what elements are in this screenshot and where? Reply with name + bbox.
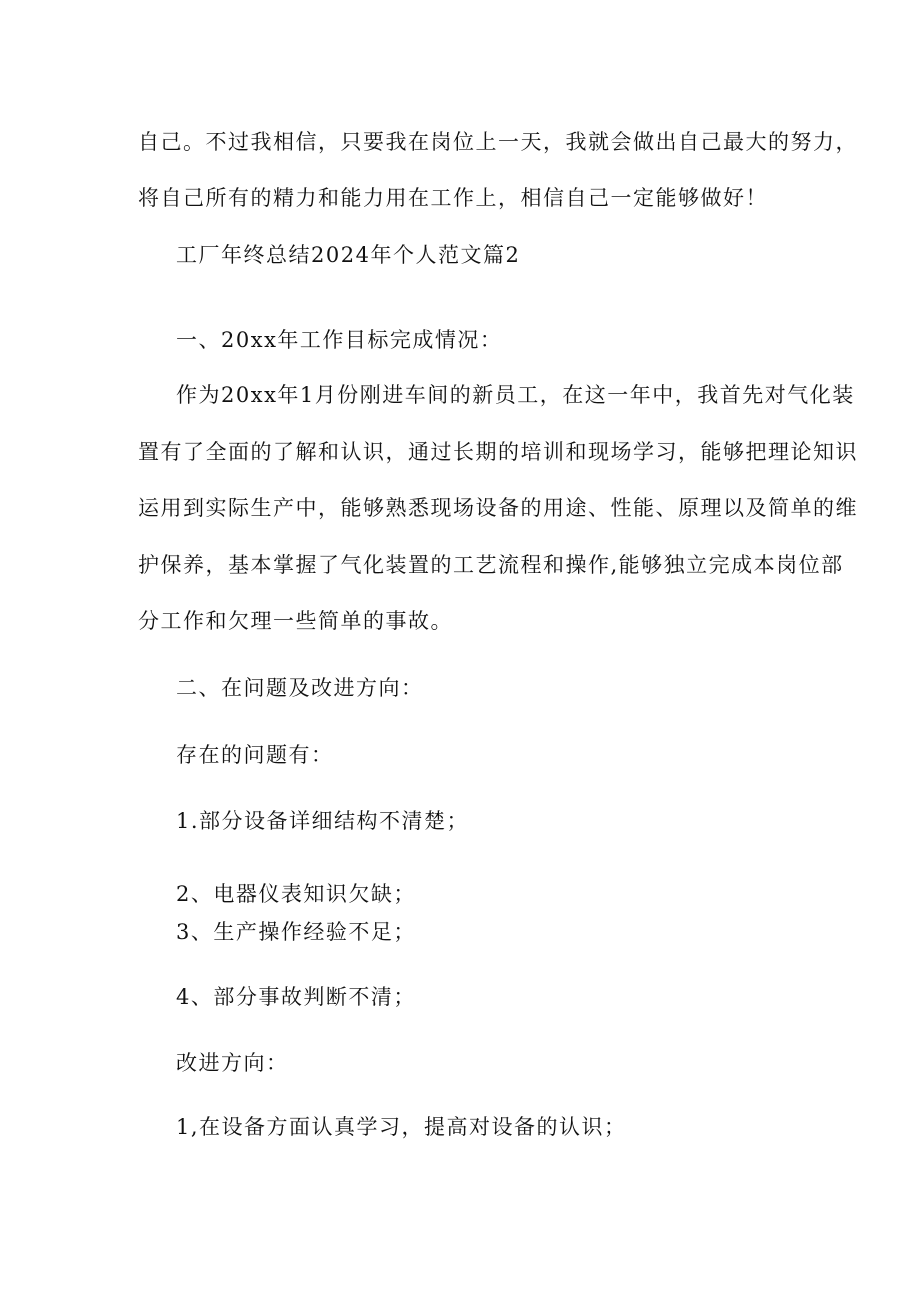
paragraph-line: 运用到实际生产中，能够熟悉现场设备的用途、性能、原理以及简单的维 xyxy=(138,496,858,520)
list-item: 1,在设备方面认真学习，提高对设备的认识； xyxy=(176,1115,627,1139)
paragraph-line: 置有了全面的了解和认识，通过长期的培训和现场学习，能够把理论知识 xyxy=(138,440,858,464)
heading-goals: 一、20xx年工作目标完成情况： xyxy=(176,328,503,352)
problems-label: 存在的问题有： xyxy=(176,743,334,767)
list-item: 2、电器仪表知识欠缺； xyxy=(176,882,416,906)
paragraph-line: 自己。不过我相信，只要我在岗位上一天，我就会做出自己最大的努力， xyxy=(138,130,858,154)
section-title: 工厂年终总结2024年个人范文篇2 xyxy=(176,243,521,267)
paragraph-line: 将自己所有的精力和能力用在工作上，相信自己一定能够做好！ xyxy=(138,186,768,210)
list-item: 3、生产操作经验不足； xyxy=(176,920,416,944)
paragraph-line: 作为20xx年1月份刚进车间的新员工，在这一年中，我首先对气化装 xyxy=(176,383,855,407)
paragraph-line: 分工作和欠理一些简单的事故。 xyxy=(138,609,453,633)
heading-problems: 二、在问题及改进方向： xyxy=(176,676,424,700)
improvement-label: 改进方向： xyxy=(176,1051,289,1075)
list-item: 1.部分设备详细结构不清楚； xyxy=(176,809,470,833)
paragraph-line: 护保养，基本掌握了气化装置的工艺流程和操作,能够独立完成本岗位部 xyxy=(138,553,844,577)
list-item: 4、部分事故判断不清； xyxy=(176,985,416,1009)
